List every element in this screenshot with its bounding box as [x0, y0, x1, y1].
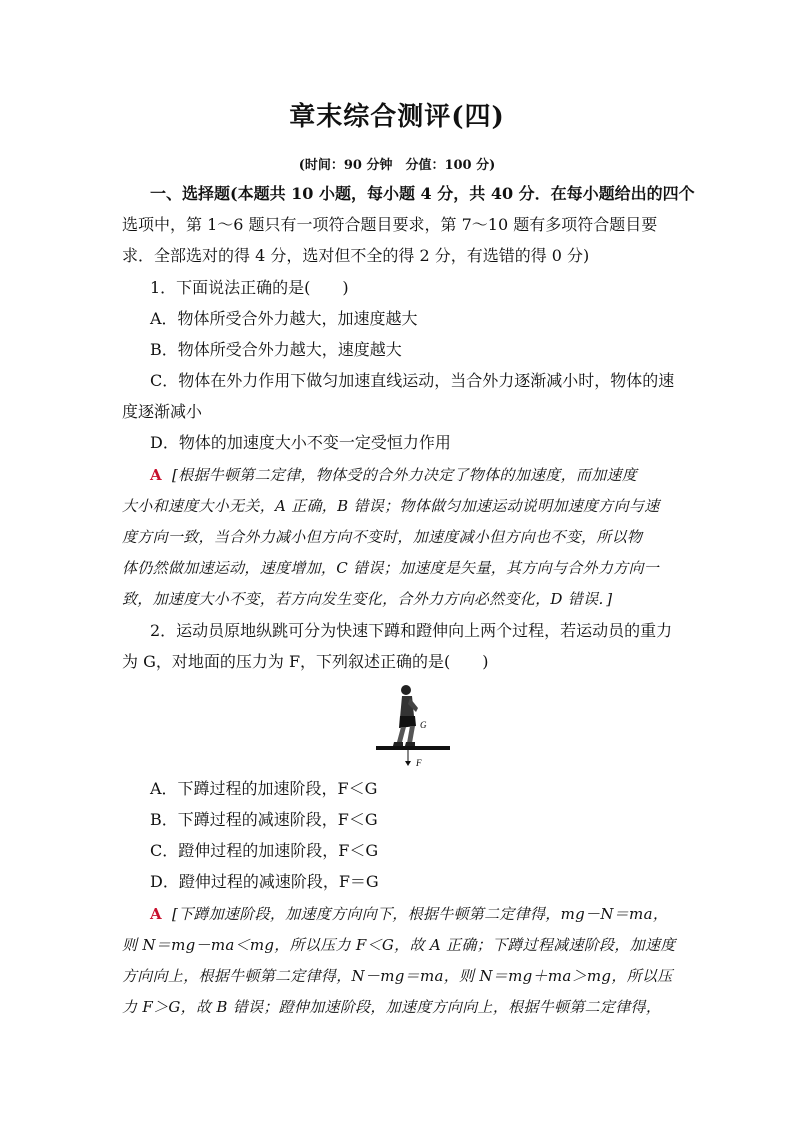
q2-answer-line-3: 方向向上，根据牛顿第二定律得，N－mg＝ma，则 N＝mg＋ma＞mg，所以压 [122, 967, 673, 985]
exam-info: (时间：90 分钟 分值：100 分) [298, 158, 496, 173]
q1-answer-line-1 [150, 464, 637, 486]
q2-option-c: C．蹬伸过程的加速阶段，F＜G [150, 841, 379, 860]
athlete-head [401, 685, 411, 695]
page-title: 章末综合测评(四) [289, 102, 505, 132]
q1-option-a: A．物体所受合外力越大，加速度越大 [150, 309, 418, 328]
q2-option-a: A．下蹲过程的加速阶段，F＜G [150, 779, 378, 798]
q1-answer-text: [根据牛顿第二定律，物体受的合外力决定了物体的加速度，而加速度 [171, 466, 638, 484]
ground-bar [376, 746, 450, 750]
q1-answer-line-3: 度方向一致，当合外力减小但方向不变时，加速度减小但方向也不变，所以物 [122, 528, 643, 546]
q2-answer-text: [下蹲加速阶段，加速度方向向下，根据牛顿第二定律得，mg－N＝ma， [171, 905, 669, 923]
q1-option-c-line-1: C．物体在外力作用下做匀加速直线运动，当合外力逐渐减小时，物体的速 [150, 371, 675, 390]
q1-stem: 1．下面说法正确的是( ) [150, 278, 349, 297]
force-arrow-head [405, 761, 411, 766]
q2-option-d: D．蹬伸过程的减速阶段，F＝G [150, 872, 379, 891]
athlete-leg-left [397, 727, 406, 742]
q2-answer-line-2: 则 N＝mg－ma＜mg，所以压力 F＜G，故 A 正确；下蹲过程减速阶段，加速度 [122, 936, 676, 954]
q1-option-b: B．物体所受合外力越大，速度越大 [150, 340, 402, 359]
q2-answer-line-1 [150, 903, 668, 925]
gravity-label: G [420, 720, 427, 730]
q2-answer-line-4: 力 F＞G，故 B 错误；蹬伸加速阶段，加速度方向向上，根据牛顿第二定律得， [122, 998, 662, 1016]
athlete-leg-right [407, 726, 415, 743]
q1-answer-mark: A [150, 466, 162, 484]
q1-option-d: D．物体的加速度大小不变一定受恒力作用 [150, 433, 451, 452]
q1-answer-line-2: 大小和速度大小无关，A 正确，B 错误；物体做匀加速运动说明加速度方向与速 [122, 497, 660, 515]
jumper-figure [370, 680, 460, 772]
q2-stem-line-2: 为 G，对地面的压力为 F，下列叙述正确的是( ) [122, 652, 489, 671]
section-heading-line-2: 选项中，第 1～6 题只有一项符合题目要求，第 7～10 题有多项符合题目要 [122, 215, 658, 234]
force-label: F [416, 758, 422, 768]
section-heading-line-1: 一、选择题(本题共 10 小题，每小题 4 分，共 40 分．在每小题给出的四个 [150, 184, 695, 203]
section-heading-line-3: 求．全部选对的得 4 分，选对但不全的得 2 分，有选错的得 0 分) [122, 246, 590, 265]
q2-stem-line-1: 2．运动员原地纵跳可分为快速下蹲和蹬伸向上两个过程，若运动员的重力 [150, 621, 673, 640]
athlete-foot-right [405, 742, 415, 746]
q2-answer-mark: A [150, 905, 162, 923]
q1-option-c-line-2: 度逐渐减小 [122, 402, 203, 421]
q1-answer-line-4: 体仍然做加速运动，速度增加，C 错误；加速度是矢量，其方向与合外力方向一 [122, 559, 660, 577]
q2-option-b: B．下蹲过程的减速阶段，F＜G [150, 810, 378, 829]
athlete-foot-left [393, 742, 403, 746]
q1-answer-line-5: 致，加速度大小不变，若方向发生变化，合外力方向必然变化，D 错误．] [122, 590, 613, 608]
